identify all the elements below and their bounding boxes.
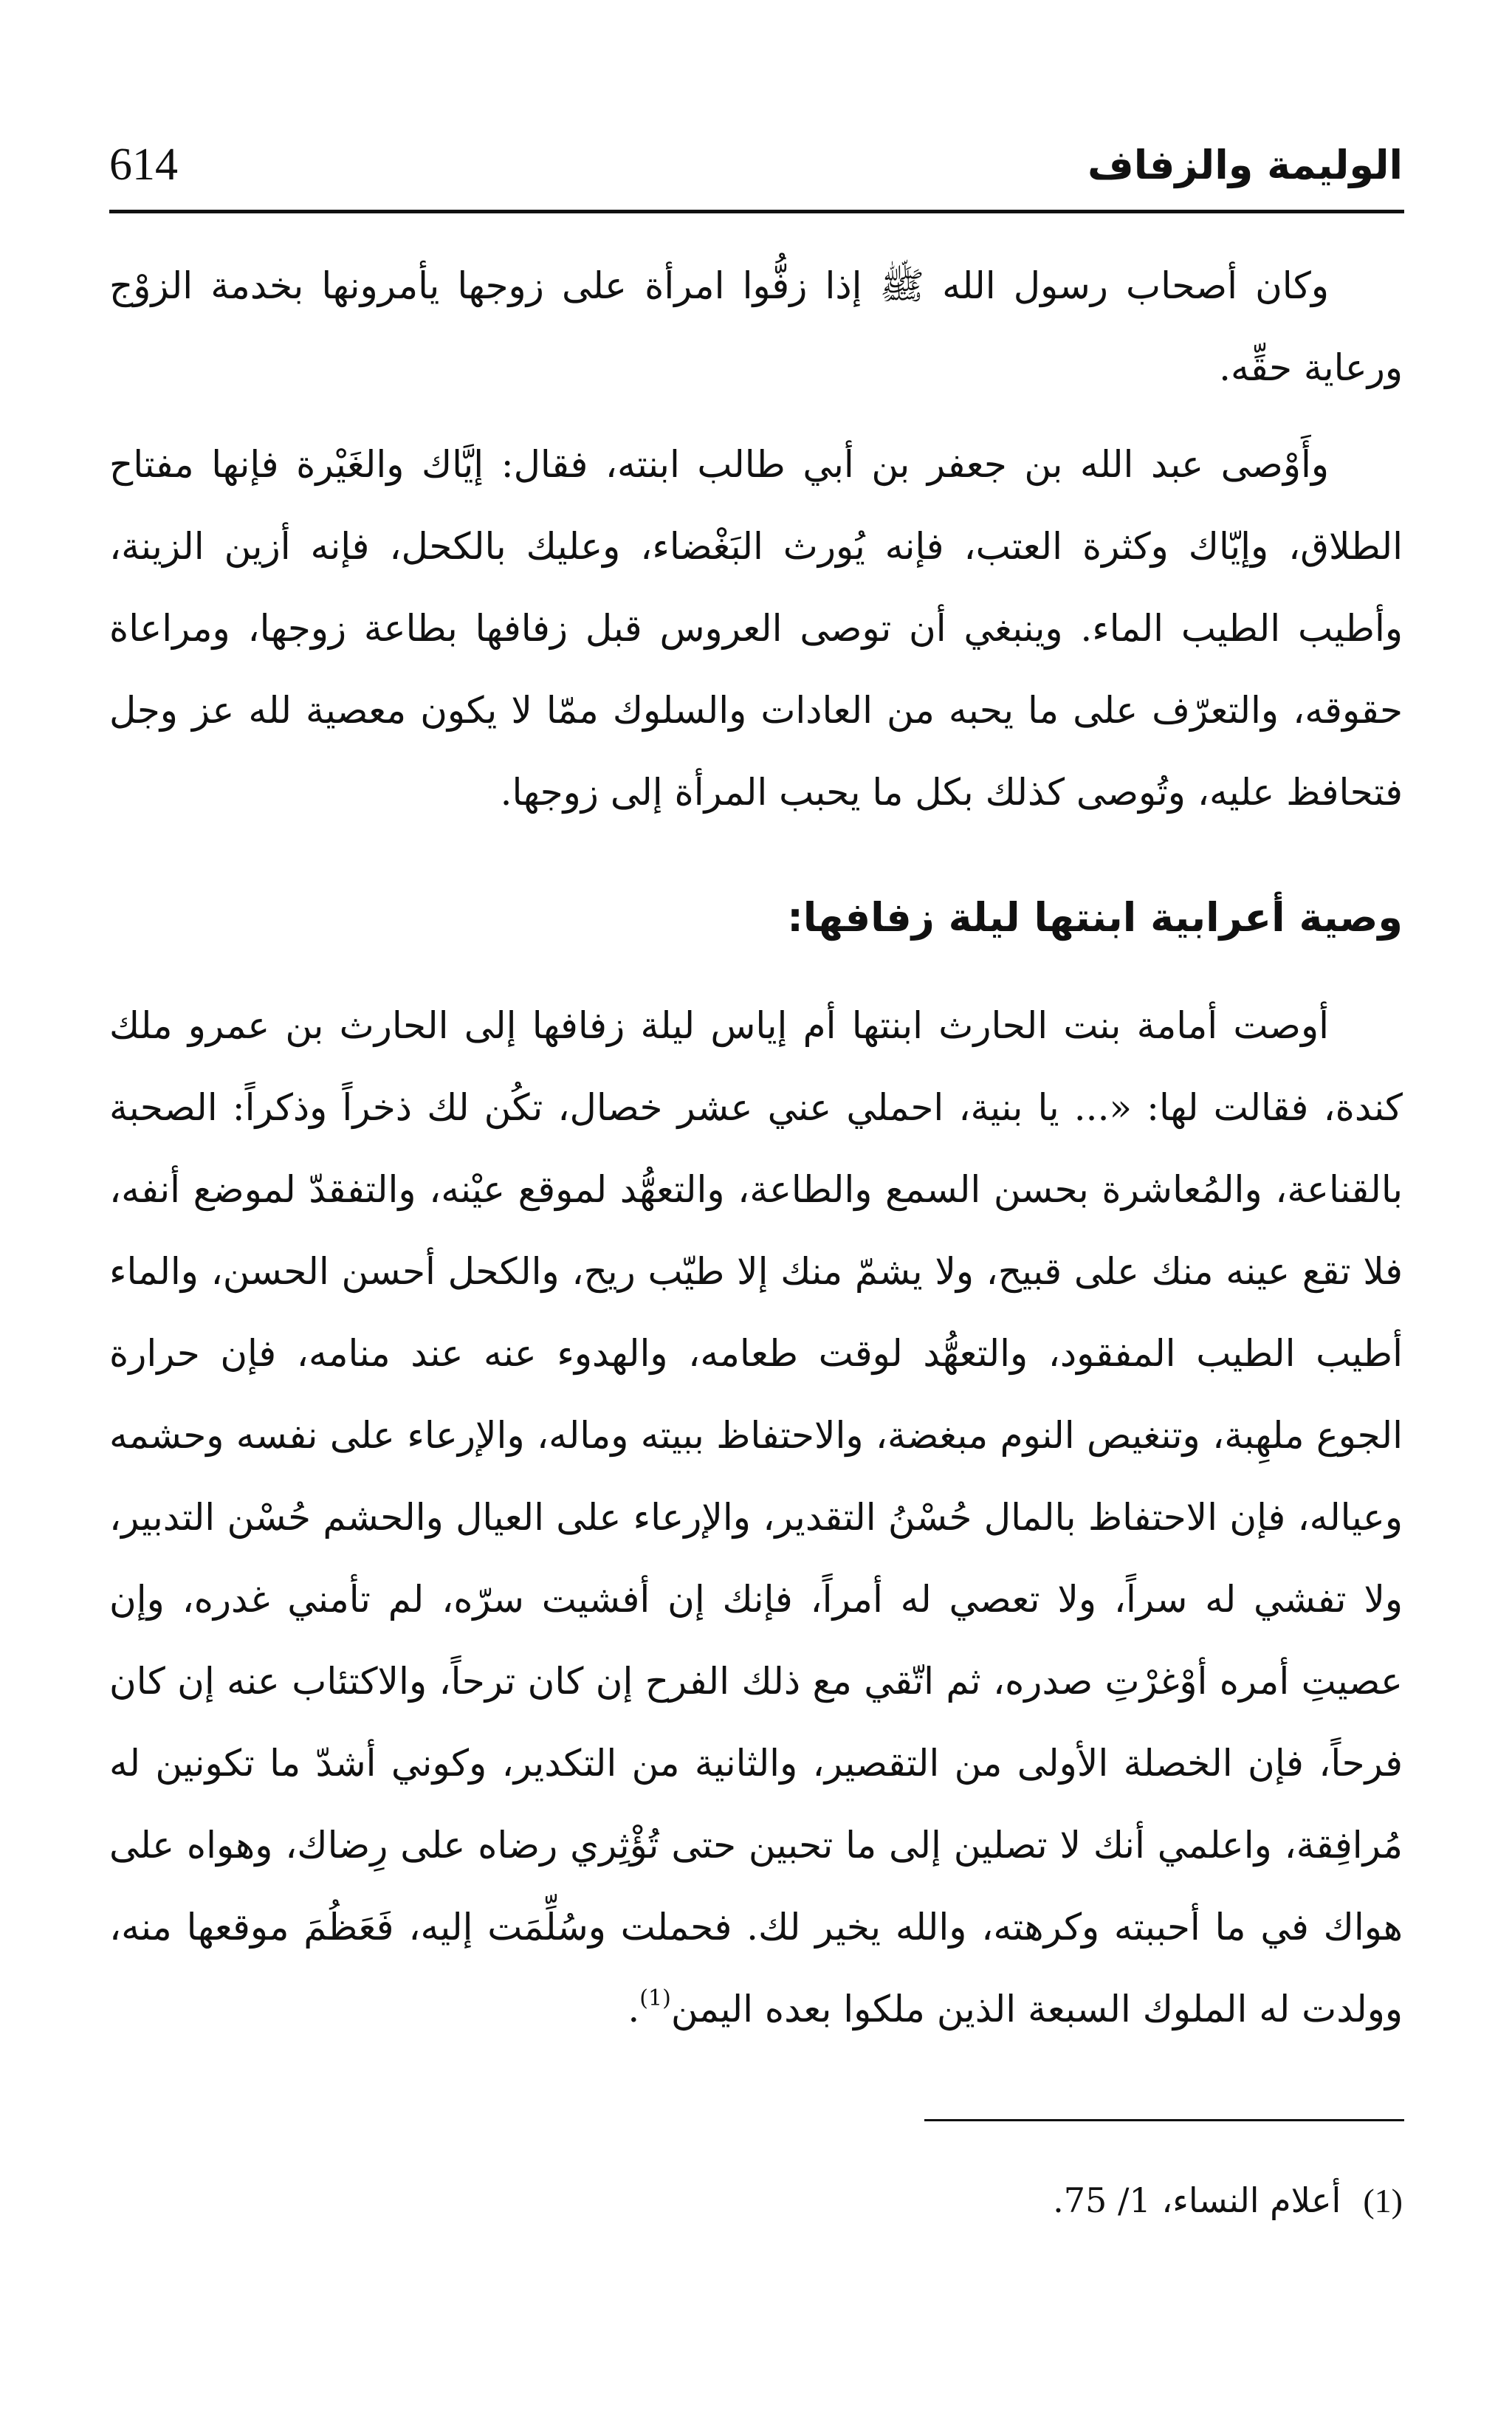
footnote xyxy=(109,2167,1403,2234)
footnote-text: أعلام النساء، 1/ 75. xyxy=(1053,2180,1341,2220)
footnote-marker: (1) xyxy=(639,1985,671,2011)
header-rule xyxy=(109,210,1404,213)
running-title: الوليمة والزفاف xyxy=(1087,142,1403,188)
paragraph-2: وأَوْصى عبد الله بن جعفر بن أبي طالب ابنته، فقال: إيَّاك والغَيْرة فإنها مفتاح الطلاق، وإيّاك وكثرة العتب، فإنه يُورث البَغْضاء، وعليك بالكحل، فإنه أزين الزينة، وأطيب الطيب الماء. وينبغي أن توصى العروس قبل زفافها بطاعة زوجها، ومراعاة حقوقه، والتعرّف على ما يحبه من العادات والسلوك ممّا لا يكون معصية لله عز وجل فتحافظ عليه، وتُوصى كذلك بكل ما يحبب المرأة إلى زوجها. xyxy=(109,443,1403,814)
paragraph-1: وكان أصحاب رسول الله ﷺ إذا زفُّوا امرأة على زوجها يأمرونها بخدمة الزوْج ورعاية حقِّه. xyxy=(109,264,1403,389)
footnote-rule xyxy=(924,2119,1404,2121)
page-number: 614 xyxy=(109,140,178,190)
paragraph-3-end: . xyxy=(628,1988,640,2030)
footnote-number: (1) xyxy=(1363,2182,1403,2220)
page-body xyxy=(109,245,1403,2065)
section-heading: وصية أعرابية ابنتها ليلة زفافها: xyxy=(787,894,1403,941)
paragraph-3-text: أوصت أمامة بنت الحارث ابنتها أم إياس ليلة زفافها إلى الحارث بن عمرو ملك كندة، فقالت لها: «... يا بنية، احملي عني عشر خصال، تكُن لك ذخراً وذكراً: الصحبة بالقناعة، والمُعاشرة بحسن السمع والطاعة، والتعهُّد لموقع عيْنه، والتفقدّ لموضع أنفه، فلا تقع عينه منك على قبيح، ولا يشمّ منك إلا طيّب ريح، والكحل أحسن الحسن، والماء أطيب الطيب المفقود، والتعهُّد لوقت طعامه، والهدوء عنه عند منامه، فإن حرارة الجوع ملهِبة، وتنغيص النوم مبغضة، والاحتفاظ ببيته وماله، والإرعاء على نفسه وحشمه وعياله، فإن الاحتفاظ بالمال حُسْنُ التقدير، والإرعاء على العيال والحشم حُسْن التدبير، ولا تفشي له سراً، ولا تعصي له أمراً، فإنك إن أفشيت سرّه، لم تأمني غدره، وإن عصيتِ أمره أوْغرْتِ صدره، ثم اتّقي مع ذلك الفرح إن كان ترحاً، والاكتئاب عنه إن كان فرحاً، فإن الخصلة الأولى من التقصير، والثانية من التكدير، وكوني أشدّ ما تكونين له مُرافِقة، واعلمي أنك لا تصلين إلى ما تحبين حتى تُؤْثِري رضاه على رِضاك، وهواه على هواك في ما أحببته وكرهته، والله يخير لك. فحملت وسُلِّمَت إليه، فَعَظُمَ موقعها منه، وولدت له الملوك السبعة الذين ملكوا بعده اليمن xyxy=(109,1004,1403,2030)
page-header xyxy=(109,127,1403,208)
paragraph-3 xyxy=(109,985,1403,2050)
